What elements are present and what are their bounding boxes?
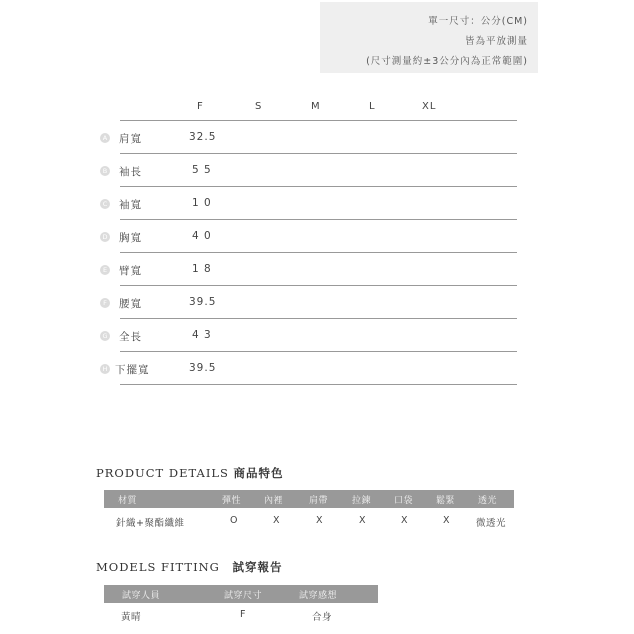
size-l: L [369, 101, 376, 112]
header-fit-size: 試穿尺寸 [224, 591, 263, 601]
value-model: 黃晴 [121, 612, 142, 623]
measure-name: 胸寬 [119, 232, 142, 244]
size-f: F [197, 101, 204, 112]
notice-unit: 單一尺寸：公分(CM) [428, 16, 528, 27]
measurement-notice [320, 2, 538, 73]
measure-name: 袖長 [119, 166, 142, 178]
measure-value: 1 8 [192, 263, 212, 275]
measure-value: 32.5 [189, 131, 217, 143]
header-fit-feedback: 試穿感想 [299, 591, 338, 601]
size-row [97, 220, 517, 253]
measure-value: 4 0 [192, 230, 212, 242]
header-lining: 內裡 [264, 496, 284, 506]
row-badge: E [100, 265, 110, 275]
measure-name: 下擺寬 [115, 364, 150, 376]
size-xl: XL [422, 101, 437, 112]
header-pocket: 口袋 [394, 496, 414, 506]
header-sheerness: 透光 [478, 496, 498, 506]
size-row [97, 352, 517, 385]
size-row [97, 319, 517, 352]
measure-name: 肩寬 [119, 133, 142, 145]
row-badge: D [100, 232, 110, 242]
row-divider [120, 384, 517, 385]
row-badge: A [100, 133, 110, 143]
product-details-title-en: PRODUCT DETAILS [96, 466, 229, 480]
value-zipper: X [359, 515, 367, 526]
value-pocket: X [401, 515, 409, 526]
header-model: 試穿人員 [122, 591, 161, 601]
row-badge: G [100, 331, 110, 341]
measure-value: 1 0 [192, 197, 212, 209]
value-strap: X [316, 515, 324, 526]
notice-tolerance: (尺寸測量約±3公分內為正常範圍) [366, 56, 528, 67]
header-elasticity: 彈性 [222, 496, 242, 506]
header-material: 材質 [118, 496, 138, 506]
product-details-title-zh: 商品特色 [233, 466, 284, 480]
measure-value: 39.5 [189, 362, 217, 374]
models-fitting-title-en: MODELS FITTING [96, 560, 220, 574]
size-row [97, 253, 517, 286]
value-fit-size: F [240, 609, 246, 620]
models-fitting-header-bar [104, 585, 378, 603]
row-badge: H [100, 364, 110, 374]
value-waistband: X [443, 515, 451, 526]
size-s: S [255, 101, 263, 112]
value-sheerness: 微透光 [476, 518, 507, 529]
header-zipper: 拉鍊 [352, 496, 372, 506]
measure-value: 5 5 [192, 164, 212, 176]
size-m: M [311, 101, 321, 112]
size-row [97, 187, 517, 220]
value-lining: X [273, 515, 281, 526]
measure-name: 全長 [119, 331, 142, 343]
measure-value: 39.5 [189, 296, 217, 308]
value-material: 針織+聚酯纖維 [116, 518, 185, 529]
header-waistband: 鬆緊 [436, 496, 456, 506]
product-details-header-bar [104, 490, 514, 508]
measure-value: 4 3 [192, 329, 212, 341]
header-strap: 肩帶 [309, 496, 329, 506]
models-fitting-title [96, 559, 283, 575]
measure-name: 袖寬 [119, 199, 142, 211]
measure-name: 臂寬 [119, 265, 142, 277]
product-details-title [96, 465, 284, 481]
size-row [97, 154, 517, 187]
size-row [97, 286, 517, 319]
size-row [97, 121, 517, 154]
measure-name: 腰寬 [119, 298, 142, 310]
models-fitting-title-zh: 試穿報告 [232, 560, 283, 574]
row-badge: C [100, 199, 110, 209]
row-badge: B [100, 166, 110, 176]
value-elasticity: O [230, 515, 238, 526]
row-badge: F [100, 298, 110, 308]
value-fit-feedback: 合身 [312, 612, 333, 623]
notice-flat: 皆為平放測量 [464, 36, 528, 47]
